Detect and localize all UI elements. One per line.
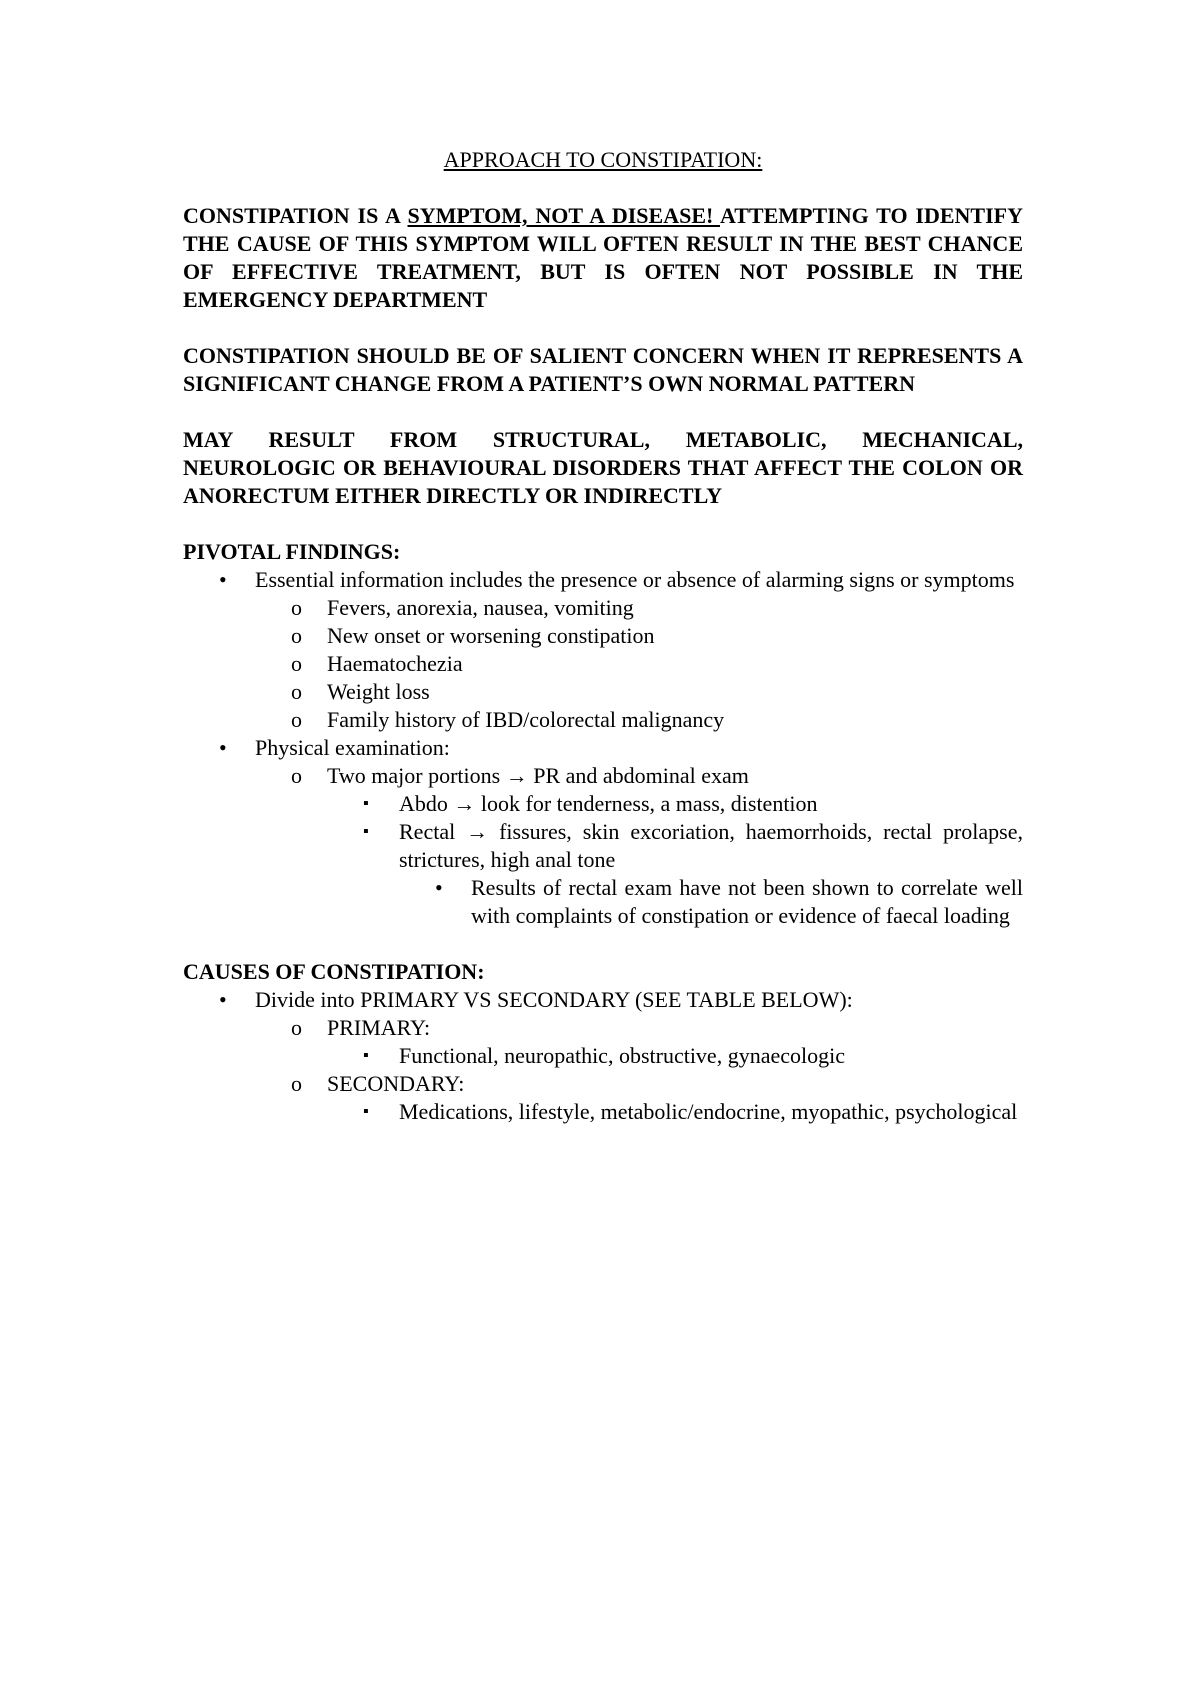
secondary-label: SECONDARY: bbox=[327, 1071, 465, 1096]
essential-info-text: Essential information includes the presence or absence of alarming signs or symptoms bbox=[255, 567, 1015, 592]
causes-summary-paragraph: MAY RESULT FROM STRUCTURAL, METABOLIC, MECHANICAL, NEUROLOGIC OR BEHAVIOURAL DISORDERS THAT AFFECT THE COLON OR ANORECTUM EITHER DIRECTLY OR INDIRECTLY bbox=[183, 427, 1023, 508]
alarm-sign-text: Family history of IBD/colorectal malignancy bbox=[327, 707, 725, 732]
bullet-circle-icon: o bbox=[291, 651, 302, 676]
secondary-causes-list bbox=[327, 1098, 1023, 1126]
physical-exam-text: Physical examination: bbox=[255, 735, 450, 760]
document-title: APPROACH TO CONSTIPATION: bbox=[443, 147, 763, 172]
exam-portions-list bbox=[327, 790, 1023, 930]
alarm-sign-text: New onset or worsening constipation bbox=[327, 623, 655, 648]
abdo-exam-text: Abdo → look for tenderness, a mass, distention bbox=[399, 791, 818, 816]
alarm-signs-list bbox=[255, 594, 1023, 734]
bullet-circle-icon: o bbox=[291, 595, 302, 620]
list-item bbox=[255, 762, 1023, 930]
exam-portions-text: Two major portions → PR and abdominal exam bbox=[327, 763, 749, 788]
bullet-dot-icon: • bbox=[219, 567, 227, 592]
intro-underlined-text: SYMPTOM, NOT A DISEASE! bbox=[407, 203, 720, 228]
list-item bbox=[327, 1098, 1023, 1126]
cause-types-list bbox=[255, 1014, 1023, 1126]
causes-list bbox=[183, 986, 1023, 1126]
bullet-circle-icon: o bbox=[291, 1071, 302, 1096]
bullet-dot-icon: • bbox=[219, 987, 227, 1012]
bullet-circle-icon: o bbox=[291, 679, 302, 704]
divide-causes-text: Divide into PRIMARY VS SECONDARY (SEE TABLE BELOW): bbox=[255, 987, 853, 1012]
list-item bbox=[399, 874, 1023, 930]
pivotal-findings-list bbox=[183, 566, 1023, 930]
bullet-square-icon: ▪ bbox=[363, 795, 369, 812]
bullet-circle-icon: o bbox=[291, 1015, 302, 1040]
document-page bbox=[183, 146, 1023, 1126]
secondary-causes-text: Medications, lifestyle, metabolic/endocrine, myopathic, psychological bbox=[399, 1099, 1018, 1124]
causes-heading: CAUSES OF CONSTIPATION: bbox=[183, 959, 485, 984]
alarm-sign-text: Haematochezia bbox=[327, 651, 463, 676]
bullet-circle-icon: o bbox=[291, 707, 302, 732]
list-item bbox=[255, 650, 1023, 678]
bullet-dot-icon: • bbox=[219, 735, 227, 760]
rectal-exam-text: Rectal → fissures, skin excoriation, haemorrhoids, rectal prolapse, strictures, high anal tone bbox=[399, 819, 1023, 872]
primary-causes-text: Functional, neuropathic, obstructive, gynaecologic bbox=[399, 1043, 845, 1068]
list-item bbox=[183, 734, 1023, 930]
bullet-dot-icon: • bbox=[435, 875, 443, 900]
primary-label: PRIMARY: bbox=[327, 1015, 431, 1040]
list-item bbox=[255, 1070, 1023, 1126]
bullet-circle-icon: o bbox=[291, 623, 302, 648]
list-item bbox=[327, 818, 1023, 930]
list-item bbox=[183, 566, 1023, 734]
pivotal-findings-heading: PIVOTAL FINDINGS: bbox=[183, 539, 401, 564]
rectal-note-text: Results of rectal exam have not been shown to correlate well with complaints of constipation or evidence of faecal loading bbox=[471, 875, 1023, 928]
rectal-notes-list bbox=[399, 874, 1023, 930]
list-item bbox=[255, 594, 1023, 622]
list-item bbox=[255, 678, 1023, 706]
physical-exam-list bbox=[255, 762, 1023, 930]
list-item bbox=[255, 706, 1023, 734]
intro-text-end: ATTEMPTING TO IDENTIFY THE CAUSE OF THIS SYMPTOM WILL OFTEN RESULT IN THE BEST CHANCE OF EFFECTIVE TREATMENT, BUT IS OFTEN NOT POSSIBLE IN THE EMERGENCY DEPARTMENT bbox=[183, 203, 1023, 312]
intro-paragraph bbox=[183, 202, 1023, 314]
list-item bbox=[183, 986, 1023, 1126]
bullet-square-icon: ▪ bbox=[363, 823, 369, 840]
bullet-circle-icon: o bbox=[291, 763, 302, 788]
bullet-square-icon: ▪ bbox=[363, 1047, 369, 1064]
primary-causes-list bbox=[327, 1042, 1023, 1070]
alarm-sign-text: Weight loss bbox=[327, 679, 430, 704]
intro-text-start: CONSTIPATION IS A bbox=[183, 203, 408, 228]
list-item bbox=[255, 1014, 1023, 1070]
alarm-sign-text: Fevers, anorexia, nausea, vomiting bbox=[327, 595, 634, 620]
bullet-square-icon: ▪ bbox=[363, 1103, 369, 1120]
list-item bbox=[327, 1042, 1023, 1070]
concern-paragraph: CONSTIPATION SHOULD BE OF SALIENT CONCERN WHEN IT REPRESENTS A SIGNIFICANT CHANGE FROM A PATIENT’S OWN NORMAL PATTERN bbox=[183, 343, 1023, 396]
list-item bbox=[327, 790, 1023, 818]
list-item bbox=[255, 622, 1023, 650]
